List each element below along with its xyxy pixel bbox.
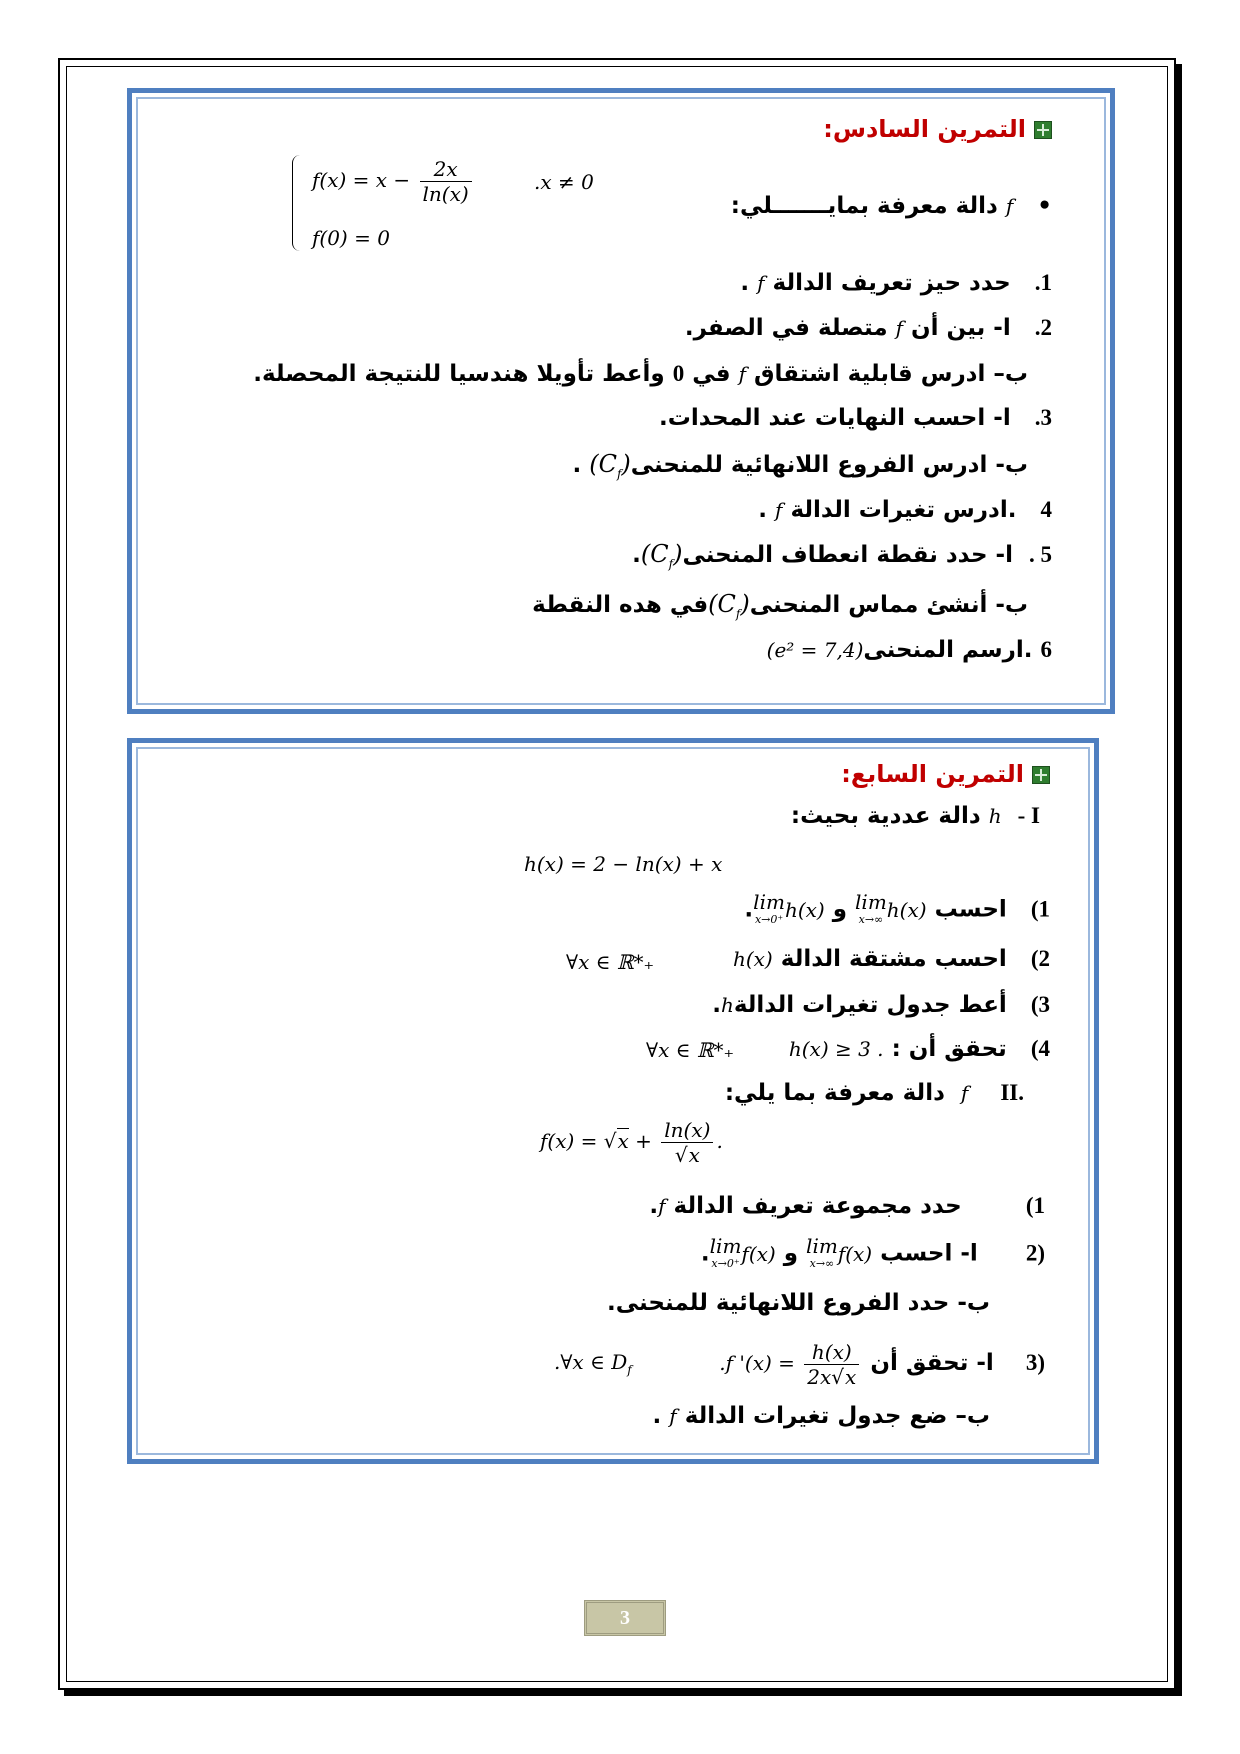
ex6-q5a: 5 . ا- حدد نقطة انعطاف $المنحنى(C_f)$. bbox=[632, 540, 1052, 571]
bullet-dot: • bbox=[1013, 193, 1052, 219]
exercise-6-title: التمرين السادس: bbox=[823, 115, 1052, 143]
bullet-square-icon bbox=[1034, 121, 1052, 139]
system-brace bbox=[292, 155, 303, 251]
system-condition: .x ≠ 0 bbox=[534, 170, 594, 194]
ex7-part-II: .II f دالة معرفة بما يلي: bbox=[724, 1080, 1024, 1106]
ex7-p4-domain: ∀x ∈ ℝ*₊ bbox=[646, 1038, 735, 1062]
ex7-r2a: (2 ا- احسب lim x→∞ f(x) و lim x→0⁺ f(x). bbox=[700, 1234, 1045, 1270]
h-definition: h(x) = 2 − ln(x) + x bbox=[524, 852, 723, 876]
ex7-p2: 2) احسب مشتقة الدالة h(x) bbox=[732, 946, 1050, 972]
ex7-p1: 1) احسب lim x→∞ h(x) و lim x→0⁺ h(x). bbox=[744, 890, 1050, 926]
ex7-p4: 4) تحقق أن : h(x) ≥ 3 . bbox=[788, 1036, 1050, 1062]
ex7-p2-domain: ∀x ∈ ℝ*₊ bbox=[566, 950, 655, 974]
ex7-r2b: ب- حدد الفروع اللانهائية للمنحنى. bbox=[607, 1290, 990, 1316]
ex6-intro: • f دالة معرفة بمايـــــــلي: bbox=[730, 193, 1052, 219]
ex6-q3b: ب- ادرس الفروع اللانهائية $للمنحنى(C_f)$ . bbox=[572, 450, 1028, 481]
system-line-1: f(x) = x − $\frac{2x}{\ln(x)}$ bbox=[312, 157, 475, 206]
ex7-r3a: (3 ا- تحقق أن .f '(x) = $\frac{h(x)}{2x√x}$ bbox=[719, 1340, 1045, 1389]
ex7-part-I: I - h دالة عددية بحيث: bbox=[790, 803, 1040, 829]
page-number: 3 bbox=[584, 1600, 666, 1636]
ex7-r1: 1) حدد مجموعة تعريف الدالة f. bbox=[649, 1193, 1045, 1219]
system-line-2: f(0) = 0 bbox=[312, 226, 390, 250]
ex6-q2b: ب– ادرس قابلية اشتقاق f في 0 وأعط تأويلا هندسيا للنتيجة المحصلة. bbox=[253, 361, 1028, 387]
ex6-q4: 4 .ادرس تغيرات الدالة f . bbox=[758, 497, 1052, 523]
exercise-7-title: التمرين السابع: bbox=[841, 760, 1050, 788]
ex7-r3b: ب– ضع جدول تغيرات الدالة f . bbox=[652, 1403, 990, 1429]
ex6-q1: 1. حدد حيز تعريف الدالة f . bbox=[740, 270, 1052, 296]
ex6-q5b: ب- أنشئ مماس $المنحنى(C_f)في$ هده النقطة bbox=[532, 590, 1028, 621]
ex6-q3a: 3. ا- احسب النهايات عند المحدات. bbox=[659, 405, 1052, 431]
ex6-q2a: 2. ا- بين أن f متصلة في الصفر. bbox=[684, 315, 1052, 341]
f-definition: f(x) = √x + $\frac{\ln(x)}{√x}$ . bbox=[540, 1118, 723, 1167]
ex7-p3: 3) أعط جدول تغيرات الدالةh. bbox=[712, 992, 1050, 1018]
ex7-r3-domain: .∀x ∈ $D_f$ bbox=[554, 1350, 632, 1377]
bullet-square-icon bbox=[1032, 766, 1050, 784]
ex6-q6: 6 .ارسم المنحنى(e² = 7,4) bbox=[766, 637, 1052, 663]
